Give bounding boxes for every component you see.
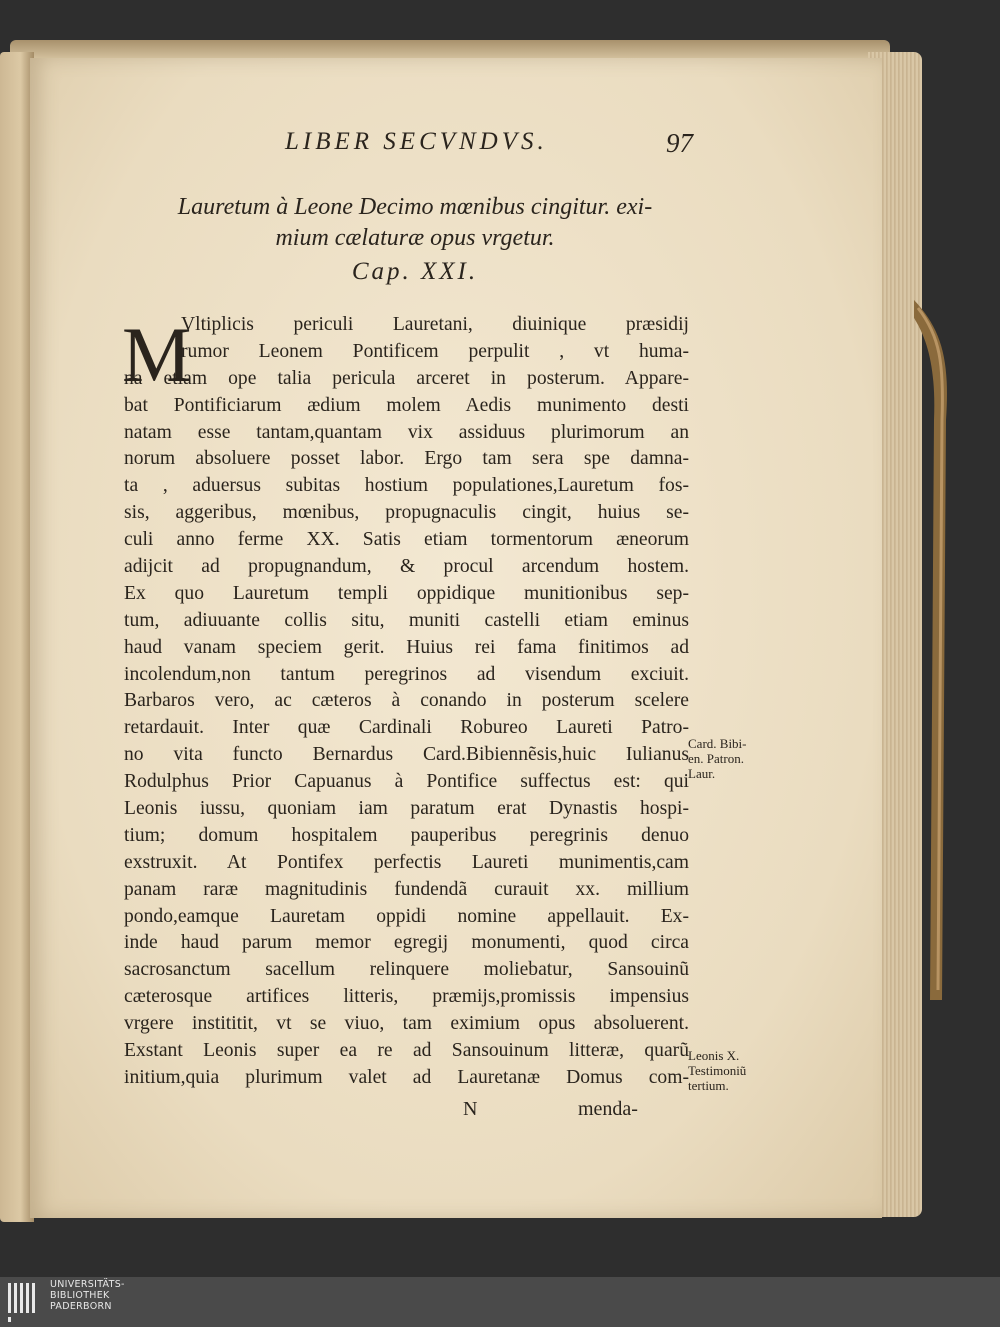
text-line: Rodulphus Prior Capuanus à Pontifice suffectus est: qui xyxy=(124,771,689,793)
text-line: norum absoluere posset labor. Ergo tam sera spe damna- xyxy=(124,448,689,470)
book-top-edge xyxy=(10,40,890,60)
text-line: na etiam ope talia pericula arceret in posterum. Appare- xyxy=(124,367,689,389)
text-line: natam esse tantam,quantam vix assiduus plurimorum an xyxy=(124,421,689,443)
left-page-edge xyxy=(0,52,34,1222)
marginal-note-line: en. Patron. xyxy=(688,751,744,766)
text-line: Ex quo Lauretum templi oppidique munitionibus sep- xyxy=(124,582,689,604)
text-line: initium,quia plurimum valet ad Lauretanæ Domus com- xyxy=(124,1066,689,1088)
text-line: culi anno ferme XX. Satis etiam tormentorum æneorum xyxy=(124,529,689,551)
text-line: ta , aduersus subitas hostium populationes,Lauretum fos- xyxy=(124,475,689,497)
library-name-line: UNIVERSITÄTS- xyxy=(50,1279,125,1290)
text-line: exstruxit. At Pontifex perfectis Laureti munimentis,cam xyxy=(124,851,689,873)
text-line: cæterosque artifices litteris, præmijs,promissis impensius xyxy=(124,986,689,1008)
catchword: menda- xyxy=(578,1098,638,1120)
text-line: tum, adiuuante collis situ, muniti castelli etiam eminus xyxy=(124,609,689,631)
text-line: tium; domum hospitalem pauperibus peregrinis denuo xyxy=(124,824,689,846)
text-line: pondo,eamque Lauretam oppidi nomine appellauit. Ex- xyxy=(124,905,689,927)
library-name-line: BIBLIOTHEK xyxy=(50,1290,110,1301)
text-line: sacrosanctum sacellum relinquere moliebatur, Sansouinũ xyxy=(124,959,689,981)
text-line: retardauit. Inter quæ Cardinali Robureo Laureti Patro- xyxy=(124,717,689,739)
marginal-note-line: Leonis X. xyxy=(688,1048,740,1063)
chapter-title-line: Lauretum à Leone Decimo mœnibus cingitur. exi- xyxy=(177,194,653,220)
text-line: Leonis iussu, quoniam iam paratum erat Dynastis hospi- xyxy=(124,798,689,820)
marginal-note-line: Card. Bibi- xyxy=(688,736,747,751)
text-line: adijcit ad propugnandum, & procul arcendum hostem. xyxy=(124,556,689,578)
library-logo-icon xyxy=(6,1281,44,1323)
running-head: LIBER SECVNDVS. xyxy=(285,128,548,155)
library-name xyxy=(50,1279,125,1312)
chapter-title-line: mium cælaturæ opus vrgetur. xyxy=(275,225,555,251)
text-line: panam raræ magnitudinis fundendã curauit xx. millium xyxy=(124,878,689,900)
chapter-title xyxy=(130,192,700,254)
text-line: rumor Leonem Pontificem perpulit , vt huma- xyxy=(181,340,689,362)
text-line: sis, aggeribus, mœnibus, propugnaculis cingit, huius se- xyxy=(124,502,689,524)
page-number: 97 xyxy=(666,128,693,158)
book-page xyxy=(30,58,882,1218)
text-line: Exstant Leonis super ea re ad Sansouinum litteræ, quarũ xyxy=(124,1040,689,1062)
body-text xyxy=(124,312,689,1092)
library-name-line: PADERBORN xyxy=(50,1301,112,1312)
chapter-number: Cap. XXI. xyxy=(351,258,479,285)
marginal-note-card-bibien xyxy=(688,736,747,781)
text-line: vrgere instititit, vt se viuo, tam eximium opus absoluerent. xyxy=(124,1013,689,1035)
text-line: no vita functo Bernardus Card.Bibiennẽsis,huic Iulianus xyxy=(124,744,689,766)
signature-mark: N xyxy=(463,1098,478,1120)
text-line: Vltiplicis periculi Lauretani, diuinique præsidij xyxy=(181,314,689,335)
text-line: haud vanam speciem gerit. Huius rei fama finitimos ad xyxy=(124,636,689,658)
drop-capital: M xyxy=(122,311,192,398)
marginal-note-line: Laur. xyxy=(688,766,716,781)
text-line: incolendum,non tantum peregrinos ad visendum exciuit. xyxy=(124,663,689,685)
text-line: Barbaros vero, ac cæteros à conando in posterum scelere xyxy=(124,690,689,712)
marginal-note-line: Testimoniũ xyxy=(688,1063,747,1078)
footer-bar xyxy=(0,1277,1000,1327)
marginal-note-line: tertium. xyxy=(688,1078,729,1093)
marginal-note-leonis xyxy=(688,1048,746,1093)
text-line: bat Pontificiarum ædium molem Aedis munimento desti xyxy=(124,394,689,416)
text-line: inde haud parum memor egregij monumenti, quod circa xyxy=(124,932,689,954)
